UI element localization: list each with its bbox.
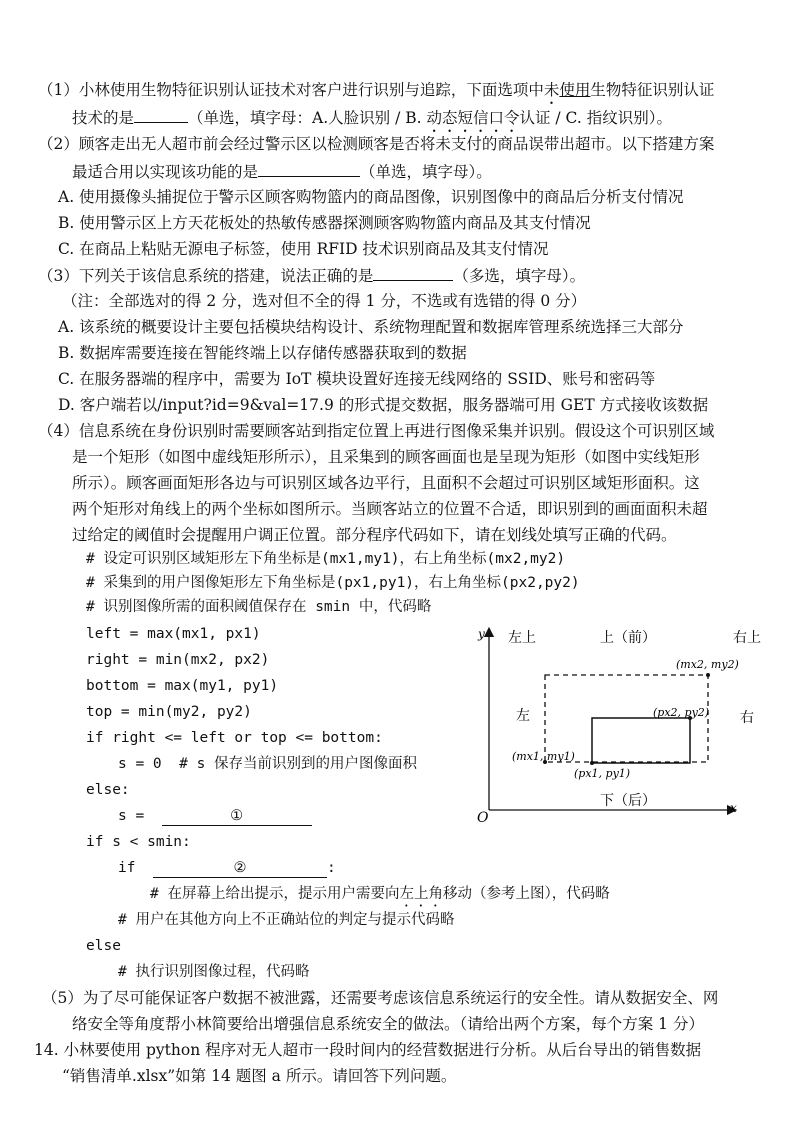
code-line-s-assign [118,806,312,826]
code-line-right: right = min(mx2, px2) [86,652,270,668]
code-if: if [118,860,136,876]
q1-underlined: 使用 [559,81,591,99]
q2-text: 最适合用以实现该功能的是 [72,163,259,181]
label-top-left: 左上 [508,630,536,646]
q3-line-1 [38,265,585,286]
code-comment-exec: # 执行识别图像过程，代码略 [118,964,310,980]
q4-para-line-2: 是一个矩形（如图中虚线矩形所示），且采集到的顾客画面也是呈现为矩形（如图中实线矩形 [72,448,700,466]
code-colon: : [326,860,336,876]
code-hint-emphasis: 左上角 [399,886,443,902]
answer-blank-2[interactable]: ② [153,859,327,878]
y-axis-label: y [478,627,485,641]
label-left: 左 [516,708,530,724]
q3-answer-blank[interactable] [373,265,453,281]
q14-line-1: 14. 小林要使用 python 程序对无人超市一段时间内的经营数据进行分析。从后台导出的销售数据 [34,1041,702,1059]
q2-option-c: C. 在商品上粘贴无源电子标签，使用 RFID 技术识别商品及其支付情况 [58,240,549,258]
q3-option-b: B. 数据库需要连接在智能终端上以存储传感器获取到的数据 [58,344,467,362]
code-line-else: else: [86,782,130,798]
q3-option-d: D. 客户端若以/input?id=9&val=17.9 的形式提交数据，服务器端可用 GET 方式接收该数据 [58,396,709,414]
code-comment-other: # 用户在其他方向上不正确站位的判定与提示代码略 [118,912,455,928]
q1-text-2: 生物特征识别认证 [590,81,715,99]
q1-text-3: 技术的是 [72,109,135,127]
code-s-comment: # s 保存当前识别到的用户图像面积 [179,756,418,772]
captured-image-rect [592,718,690,763]
q3-option-a: A. 该系统的概要设计主要包括模块结构设计、系统物理配置和数据库管理系统选择三大部分 [58,318,684,336]
point-px1-py1 [590,761,594,765]
label-mx1-my1: (mx1, my1) [512,750,575,763]
code-line-if-smin: if s < smin: [86,834,191,850]
code-comment-3: # 识别图像所需的面积阈值保存在 smin 中，代码略 [86,599,432,615]
q5-line-1: （5）为了尽可能保证客户数据不被泄露，还需要考虑该信息系统运行的安全性。请从数据安全、网 [42,989,719,1007]
q1-emphasis-2: 动态短信口令 [426,109,520,127]
q2-answer-blank[interactable] [258,161,360,177]
q3-option-c: C. 在服务器端的程序中，需要为 IoT 模块设置好连接无线网络的 SSID、账号和密码等 [58,370,656,388]
code-comment-2: # 采集到的用户图像矩形左下角坐标是(px1,py1)，右上角坐标(px2,py2) [86,575,580,591]
code-comment-1: # 设定可识别区域矩形左下角坐标是(mx1,my1)，右上角坐标(mx2,my2) [86,551,566,567]
q14-line-2: “销售清单.xlsx”如第 14 题图 a 所示。请回答下列问题。 [62,1067,457,1085]
q3-note: （注：全部选对的得 2 分，选对但不全的得 1 分，不选或有选错的得 0 分） [62,292,587,310]
q3-text-2: （多选，填字母）。 [453,267,586,285]
label-px1-py1: (px1, py1) [574,767,631,780]
label-top: 上（前） [600,630,656,646]
code-hint-b: 移动（参考上图），代码略 [442,886,610,902]
label-top-right: 右上 [733,630,761,646]
q1-line-1 [38,80,714,108]
q4-para-line-4: 两个矩形对角线上的两个坐标如图所示。当顾客站立的位置不合适，即识别到的画面面积未超 [72,500,708,518]
code-comment-hint [150,884,610,910]
point-mx2-my2 [706,673,710,677]
q1-text-5: 认证 / C. 指纹识别）。 [519,109,672,127]
q2-line-2 [72,161,492,182]
q1-text-4: （单选，填字母：A.人脸识别 / B. [188,109,427,127]
q1-line-2 [72,107,672,136]
code-s-eq: s = [118,808,145,824]
q1-text: （1）小林使用生物特征识别认证技术对客户进行识别与追踪，下面选项中 [38,81,544,99]
x-axis-label: x [730,801,737,815]
label-bottom: 下（后） [600,793,656,809]
q2-text-2: （单选，填字母）。 [360,163,492,181]
code-line-left: left = max(mx1, px1) [86,626,261,642]
q4-para-line-1: （4）信息系统在身份识别时需要顾客站到指定位置上再进行图像采集并识别。假设这个可识别区域 [38,422,715,440]
label-px2-py2: (px2, py2) [653,706,710,719]
q3-text: （3）下列关于该信息系统的搭建，说法正确的是 [38,267,374,285]
code-line-s-zero [118,754,417,774]
q4-para-line-3: 所示）。顾客画面矩形各边与可识别区域各边平行，且面积不会超过可识别区域矩形面积。这 [72,474,700,492]
code-s-zero: s = 0 [118,756,162,772]
coordinate-diagram [470,620,790,830]
q4-para-line-5: 过给定的阈值时会提醒用户调正位置。部分程序代码如下，请在划线处填写正确的代码。 [72,526,677,544]
code-line-top: top = min(my2, py2) [86,704,252,720]
code-line-bottom: bottom = max(my1, py1) [86,678,279,694]
code-hint-a: # 在屏幕上给出提示，提示用户需要向 [150,886,400,902]
label-right: 右 [740,710,754,726]
q2-line-1: （2）顾客走出无人超市前会经过警示区以检测顾客是否将未支付的商品误带出超市。以下搭建方案 [38,135,715,153]
label-mx2-my2: (mx2, my2) [676,658,739,671]
origin-label: O [477,810,489,826]
q2-option-a: A. 使用摄像头捕捉位于警示区顾客购物篮内的商品图像，识别图像中的商品后分析支付情况 [58,188,684,206]
q5-line-2: 络安全等角度帮小林简要给出增强信息系统安全的做法。（请给出两个方案，每个方案 1 分） [72,1015,704,1033]
code-line-if-2 [118,858,336,878]
q2-option-b: B. 使用警示区上方天花板处的热敏传感器探测顾客购物篮内商品及其支付情况 [58,214,591,232]
code-line-else-2: else [86,938,121,954]
code-line-if: if right <= left or top <= bottom: [86,730,383,746]
q1-emphasis: 未 [543,81,560,99]
answer-blank-1[interactable]: ① [162,807,312,826]
q1-answer-blank[interactable] [134,107,188,123]
